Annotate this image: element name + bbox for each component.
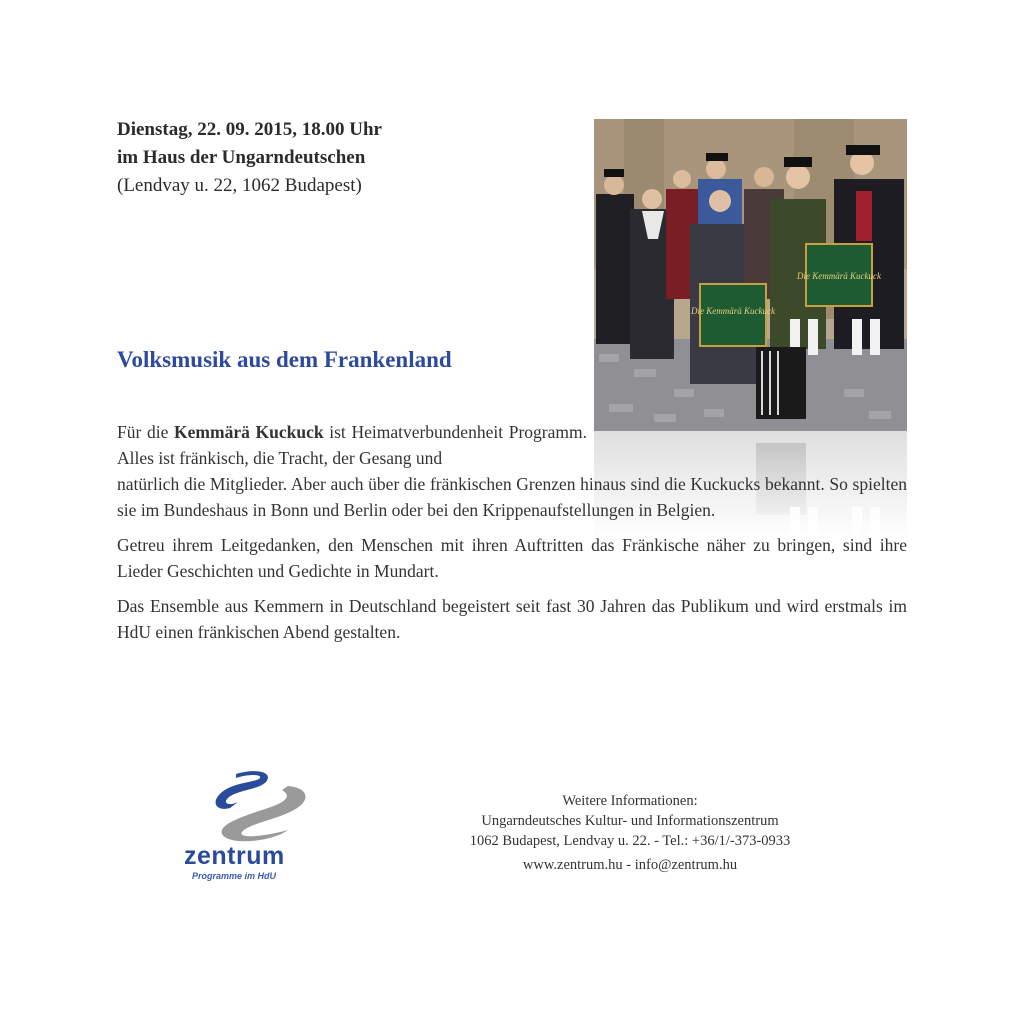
intro-rest-a: ist Heimatverbundenheit Programm. Alles ist fränkisch, die Tracht, der Gesang und [117,422,587,468]
banner-left-text: Die Kemmärä Kuckuck [691,306,775,316]
zentrum-swirl-icon [178,768,318,848]
footer-web-email: www.zentrum.hu - info@zentrum.hu [522,857,738,873]
footer-address: 1062 Budapest, Lendvay u. 22. - Tel.: +36/1/-373-0933 [469,833,791,849]
footer-info [400,791,860,875]
footer-org: Ungarndeutsches Kultur- und Informationszentrum [481,813,779,829]
ensemble-name: Kemmärä Kuckuck [174,422,324,442]
paragraph-motto: Getreu ihrem Leitgedanken, den Menschen mit ihren Auftritten das Fränkische näher zu bringen, sind ihre Lieder Geschichten und Gedichte in Mundart. [117,535,907,581]
page-title: Volksmusik aus dem Frankenland [117,347,452,372]
logo-word: zentrum [184,842,285,870]
footer-heading: Weitere Informationen: [562,793,698,809]
banner-right-text: Die Kemmärä Kuckuck [797,271,881,281]
event-date: Dienstag, 22. 09. 2015, 18.00 Uhr [117,119,382,140]
logo-subtitle: Programme im HdU [192,871,277,881]
band-photo [594,119,907,431]
paragraph-intro [117,419,907,523]
intro-rest-b: natürlich die Mitglieder. Aber auch über die fränkischen Grenzen hinaus sind die Kuckucks bekannt. So spielten sie im Bundeshaus in Bonn und Berlin oder bei den Krippenaufstellungen in Belgien. [117,474,907,520]
event-venue: im Haus der Ungarndeutschen [117,147,366,168]
event-header [117,116,557,200]
paragraph-ensemble: Das Ensemble aus Kemmern in Deutschland begeistert seit fast 30 Jahren das Publikum und wird erstmals im HdU einen fränkischen Abend gestalten. [117,596,907,642]
event-address: (Lendvay u. 22, 1062 Budapest) [117,175,362,196]
zentrum-logo [178,768,318,886]
body-text [117,419,907,654]
intro-prefix: Für die [117,422,175,442]
